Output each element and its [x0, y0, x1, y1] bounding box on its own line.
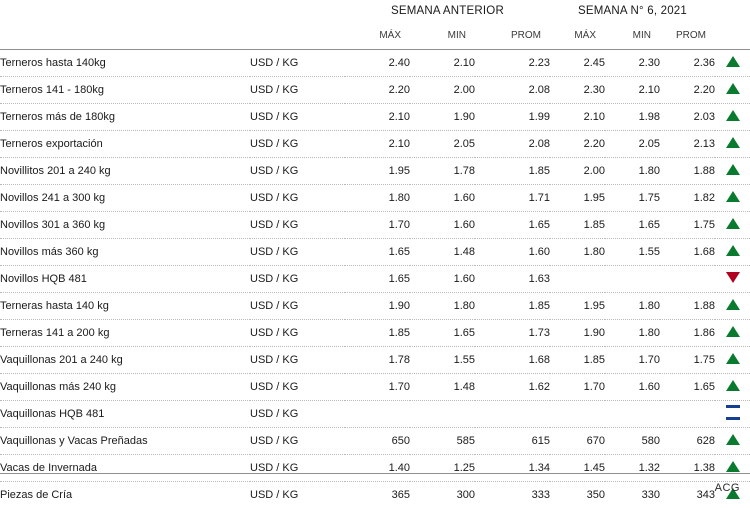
row-curr-min — [605, 401, 660, 428]
table-row — [0, 401, 750, 428]
trend-up-icon — [715, 374, 750, 401]
row-curr-min: 1.65 — [605, 212, 660, 239]
trend-up-icon — [715, 212, 750, 239]
header-spacer-concept — [0, 0, 250, 25]
header-curr-min: MIN — [605, 25, 660, 50]
row-unit: USD / KG — [250, 158, 345, 185]
row-unit: USD / KG — [250, 347, 345, 374]
row-unit: USD / KG — [250, 50, 345, 77]
row-curr-max: 1.45 — [550, 455, 605, 482]
table-row — [0, 482, 750, 508]
header-sub-spacer-unit — [250, 25, 345, 50]
row-curr-prom: 2.13 — [660, 131, 715, 158]
row-curr-max: 2.30 — [550, 77, 605, 104]
trend-up-icon — [715, 455, 750, 482]
trend-up-icon — [726, 326, 740, 337]
row-curr-min: 1.55 — [605, 239, 660, 266]
row-prev-min: 1.60 — [410, 266, 475, 293]
row-curr-min: 1.98 — [605, 104, 660, 131]
row-unit: USD / KG — [250, 374, 345, 401]
table-row — [0, 158, 750, 185]
row-curr-max: 1.85 — [550, 347, 605, 374]
trend-up-icon — [726, 218, 740, 229]
row-prev-prom: 1.60 — [475, 239, 550, 266]
row-prev-prom: 2.23 — [475, 50, 550, 77]
row-prev-max: 1.40 — [345, 455, 410, 482]
row-prev-min: 1.48 — [410, 374, 475, 401]
row-curr-min: 580 — [605, 428, 660, 455]
row-curr-prom: 1.86 — [660, 320, 715, 347]
row-unit: USD / KG — [250, 131, 345, 158]
trend-up-icon — [726, 191, 740, 202]
row-unit: USD / KG — [250, 77, 345, 104]
row-prev-min: 1.80 — [410, 293, 475, 320]
trend-up-icon — [715, 77, 750, 104]
row-curr-prom: 2.36 — [660, 50, 715, 77]
row-curr-min: 1.70 — [605, 347, 660, 374]
row-curr-min: 2.05 — [605, 131, 660, 158]
row-curr-prom: 1.68 — [660, 239, 715, 266]
row-prev-prom: 1.73 — [475, 320, 550, 347]
row-curr-max: 1.70 — [550, 374, 605, 401]
row-prev-min: 1.78 — [410, 158, 475, 185]
header-sub-spacer-concept — [0, 25, 250, 50]
row-curr-max: 670 — [550, 428, 605, 455]
trend-up-icon — [726, 434, 740, 445]
trend-up-icon — [715, 104, 750, 131]
trend-up-icon — [726, 380, 740, 391]
row-concept: Terneras 141 a 200 kg — [0, 320, 250, 347]
row-prev-prom: 1.85 — [475, 158, 550, 185]
row-curr-prom: 2.03 — [660, 104, 715, 131]
row-prev-prom: 2.08 — [475, 131, 550, 158]
bottom-divider — [0, 473, 750, 474]
row-prev-min: 2.00 — [410, 77, 475, 104]
row-prev-prom: 333 — [475, 482, 550, 508]
row-curr-max: 1.95 — [550, 185, 605, 212]
row-prev-max — [345, 401, 410, 428]
row-curr-prom: 1.38 — [660, 455, 715, 482]
trend-up-icon — [726, 110, 740, 121]
row-prev-prom: 1.34 — [475, 455, 550, 482]
row-curr-min: 1.80 — [605, 320, 660, 347]
row-concept: Vacas de Invernada — [0, 455, 250, 482]
row-prev-prom — [475, 401, 550, 428]
row-curr-prom: 1.82 — [660, 185, 715, 212]
row-curr-prom — [660, 401, 715, 428]
row-prev-prom: 615 — [475, 428, 550, 455]
row-concept: Vaquillonas HQB 481 — [0, 401, 250, 428]
row-curr-prom: 1.75 — [660, 212, 715, 239]
trend-up-icon — [726, 461, 740, 472]
row-prev-prom: 1.71 — [475, 185, 550, 212]
row-prev-prom: 1.68 — [475, 347, 550, 374]
row-prev-prom: 1.63 — [475, 266, 550, 293]
row-curr-prom: 628 — [660, 428, 715, 455]
row-prev-min: 585 — [410, 428, 475, 455]
row-curr-max: 2.00 — [550, 158, 605, 185]
table-row — [0, 266, 750, 293]
trend-up-icon — [726, 353, 740, 364]
row-prev-max: 2.40 — [345, 50, 410, 77]
trend-up-icon — [715, 239, 750, 266]
row-prev-max: 2.20 — [345, 77, 410, 104]
row-curr-min — [605, 266, 660, 293]
row-curr-min: 1.80 — [605, 293, 660, 320]
row-curr-min: 330 — [605, 482, 660, 508]
row-prev-max: 1.65 — [345, 266, 410, 293]
row-curr-min: 1.60 — [605, 374, 660, 401]
row-curr-max: 1.95 — [550, 293, 605, 320]
row-curr-min: 2.30 — [605, 50, 660, 77]
row-concept: Novillos 301 a 360 kg — [0, 212, 250, 239]
footer-source-label: ACG — [715, 482, 740, 494]
row-curr-prom — [660, 266, 715, 293]
row-prev-prom: 1.99 — [475, 104, 550, 131]
row-prev-min: 1.25 — [410, 455, 475, 482]
row-curr-min: 1.75 — [605, 185, 660, 212]
trend-down-icon — [726, 272, 740, 283]
row-prev-min — [410, 401, 475, 428]
row-prev-max: 1.85 — [345, 320, 410, 347]
row-prev-max: 1.65 — [345, 239, 410, 266]
row-prev-max: 365 — [345, 482, 410, 508]
trend-up-icon — [715, 158, 750, 185]
row-curr-prom: 343 — [660, 482, 715, 508]
row-prev-min: 1.60 — [410, 185, 475, 212]
table-row — [0, 374, 750, 401]
row-unit: USD / KG — [250, 428, 345, 455]
row-concept: Terneros 141 - 180kg — [0, 77, 250, 104]
row-curr-prom: 2.20 — [660, 77, 715, 104]
trend-up-icon — [726, 137, 740, 148]
row-prev-min: 1.48 — [410, 239, 475, 266]
row-curr-max — [550, 266, 605, 293]
row-concept: Vaquillonas y Vacas Preñadas — [0, 428, 250, 455]
table-row — [0, 239, 750, 266]
header-spacer-trend — [715, 0, 750, 25]
row-curr-prom: 1.75 — [660, 347, 715, 374]
header-prev-prom: PROM — [475, 25, 550, 50]
trend-up-icon — [726, 83, 740, 94]
row-prev-max: 1.90 — [345, 293, 410, 320]
row-prev-prom: 2.08 — [475, 77, 550, 104]
row-prev-prom: 1.65 — [475, 212, 550, 239]
row-unit: USD / KG — [250, 185, 345, 212]
row-curr-max: 2.10 — [550, 104, 605, 131]
header-prev-max: MÁX — [345, 25, 410, 50]
row-curr-max: 2.20 — [550, 131, 605, 158]
header-curr-prom: PROM — [660, 25, 715, 50]
row-curr-prom: 1.88 — [660, 293, 715, 320]
row-curr-max: 350 — [550, 482, 605, 508]
trend-up-icon — [726, 299, 740, 310]
table-row — [0, 293, 750, 320]
row-prev-max: 1.70 — [345, 212, 410, 239]
row-curr-max: 1.80 — [550, 239, 605, 266]
row-prev-max: 1.80 — [345, 185, 410, 212]
row-concept: Novillos HQB 481 — [0, 266, 250, 293]
header-sub-row — [0, 25, 750, 50]
row-prev-max: 1.95 — [345, 158, 410, 185]
trend-up-icon — [715, 50, 750, 77]
row-curr-prom: 1.65 — [660, 374, 715, 401]
row-concept: Novillos más 360 kg — [0, 239, 250, 266]
row-prev-min: 1.90 — [410, 104, 475, 131]
row-concept: Vaquillonas 201 a 240 kg — [0, 347, 250, 374]
trend-equal-icon — [715, 401, 750, 428]
row-prev-max: 2.10 — [345, 104, 410, 131]
table-row — [0, 104, 750, 131]
row-curr-min: 2.10 — [605, 77, 660, 104]
row-curr-max: 1.85 — [550, 212, 605, 239]
table-row — [0, 455, 750, 482]
trend-up-icon — [715, 347, 750, 374]
trend-up-icon — [715, 185, 750, 212]
table-body — [0, 50, 750, 508]
row-concept: Novillos 241 a 300 kg — [0, 185, 250, 212]
row-prev-min: 300 — [410, 482, 475, 508]
trend-up-icon — [726, 245, 740, 256]
header-group-row — [0, 0, 750, 25]
row-prev-min: 1.60 — [410, 212, 475, 239]
row-unit: USD / KG — [250, 293, 345, 320]
row-concept: Vaquillonas más 240 kg — [0, 374, 250, 401]
header-prev-min: MIN — [410, 25, 475, 50]
row-concept: Terneras hasta 140 kg — [0, 293, 250, 320]
row-curr-max — [550, 401, 605, 428]
trend-up-icon — [715, 320, 750, 347]
row-unit: USD / KG — [250, 266, 345, 293]
row-prev-min: 1.55 — [410, 347, 475, 374]
row-concept: Terneros exportación — [0, 131, 250, 158]
header-spacer-unit — [250, 0, 345, 25]
table-row — [0, 77, 750, 104]
table-row — [0, 185, 750, 212]
row-unit: USD / KG — [250, 482, 345, 508]
row-unit: USD / KG — [250, 104, 345, 131]
row-unit: USD / KG — [250, 212, 345, 239]
row-prev-max: 1.78 — [345, 347, 410, 374]
trend-equal-icon — [726, 405, 740, 420]
trend-up-icon — [715, 293, 750, 320]
row-curr-min: 1.80 — [605, 158, 660, 185]
row-curr-prom: 1.88 — [660, 158, 715, 185]
row-concept: Novillitos 201 a 240 kg — [0, 158, 250, 185]
row-curr-max: 1.90 — [550, 320, 605, 347]
trend-down-icon — [715, 266, 750, 293]
row-unit: USD / KG — [250, 320, 345, 347]
trend-up-icon — [715, 428, 750, 455]
row-concept: Terneros hasta 140kg — [0, 50, 250, 77]
table-row — [0, 50, 750, 77]
row-prev-prom: 1.62 — [475, 374, 550, 401]
trend-up-icon — [726, 164, 740, 175]
header-group-previous-week: SEMANA ANTERIOR — [345, 0, 550, 25]
header-sub-spacer-trend — [715, 25, 750, 50]
row-prev-max: 650 — [345, 428, 410, 455]
row-unit: USD / KG — [250, 455, 345, 482]
trend-up-icon — [715, 131, 750, 158]
row-prev-prom: 1.85 — [475, 293, 550, 320]
header-curr-max: MÁX — [550, 25, 605, 50]
header-group-current-week: SEMANA N° 6, 2021 — [550, 0, 715, 25]
row-prev-min: 1.65 — [410, 320, 475, 347]
row-concept: Terneros más de 180kg — [0, 104, 250, 131]
table-row — [0, 347, 750, 374]
row-unit: USD / KG — [250, 239, 345, 266]
table-row — [0, 320, 750, 347]
row-prev-max: 1.70 — [345, 374, 410, 401]
row-unit: USD / KG — [250, 401, 345, 428]
table-row — [0, 212, 750, 239]
table-header — [0, 0, 750, 50]
row-prev-min: 2.10 — [410, 50, 475, 77]
trend-up-icon — [726, 56, 740, 67]
row-prev-min: 2.05 — [410, 131, 475, 158]
row-curr-max: 2.45 — [550, 50, 605, 77]
row-curr-min: 1.32 — [605, 455, 660, 482]
row-prev-max: 2.10 — [345, 131, 410, 158]
row-concept: Piezas de Cría — [0, 482, 250, 508]
table-row — [0, 131, 750, 158]
table-row — [0, 428, 750, 455]
